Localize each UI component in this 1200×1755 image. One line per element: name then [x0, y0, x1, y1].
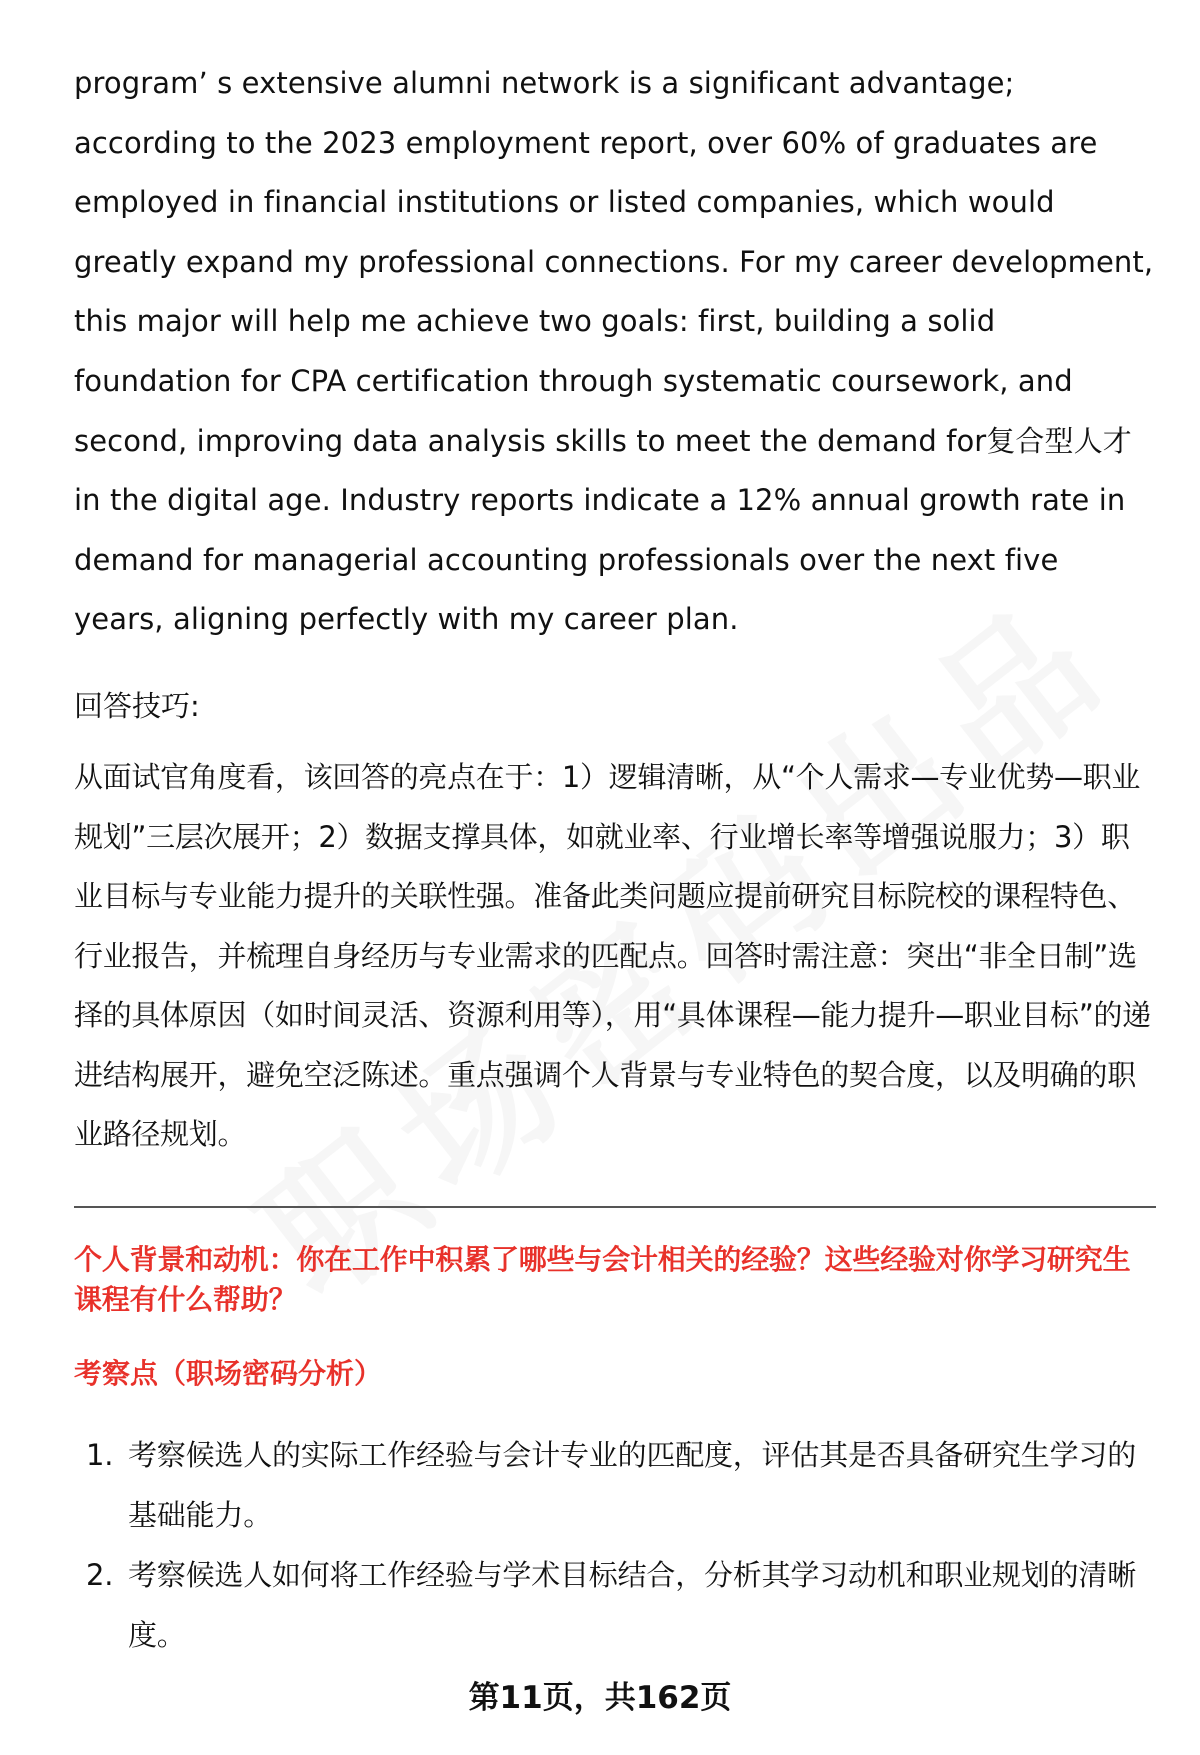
list-item-text: 考察候选人的实际工作经验与会计专业的匹配度，评估其是否具备研究生学习的基础能力。: [128, 1438, 1137, 1532]
list-item-text: 考察候选人如何将工作经验与学术目标结合，分析其学习动机和职业规划的清晰度。: [128, 1558, 1137, 1652]
question-heading: 个人背景和动机：你在工作中积累了哪些与会计相关的经验？这些经验对你学习研究生课程有什么帮助？: [74, 1243, 1131, 1316]
assessment-list: [74, 1425, 1156, 1665]
list-item: [74, 1425, 1156, 1545]
assessment-title: 考察点（职场密码分析）: [74, 1357, 383, 1390]
tips-title: 回答技巧:: [74, 689, 200, 723]
page-number: 第11页，共162页: [468, 1680, 732, 1716]
answer-paragraph: program’ s extensive alumni network is a significant advantage; according to the 2023 employment report, over 60% of graduates are employed in financial institutions or listed companies, which would greatly expand my professional connections. For my career development, this major will help me achieve two goals: first, building a solid foundation for CPA certification through systematic coursework, and second, improving data analysis skills to meet the demand for复合型人才 in the digital age. Industry reports indicate a 12% annual growth rate in demand for managerial accounting professionals over the next five years, aligning perfectly with my career plan.: [74, 66, 1154, 637]
list-item-number: 2.: [86, 1558, 114, 1592]
list-item-number: 1.: [86, 1438, 114, 1472]
list-item: [74, 1545, 1156, 1665]
tips-body: 从面试官角度看，该回答的亮点在于：1）逻辑清晰，从“个人需求—专业优势—职业规划”三层次展开；2）数据支撑具体，如就业率、行业增长率等增强说服力；3）职业目标与专业能力提升的关联性强。准备此类问题应提前研究目标院校的课程特色、行业报告，并梳理自身经历与专业需求的匹配点。回答时需注意：突出“非全日制”选择的具体原因（如时间灵活、资源利用等），用“具体课程—能力提升—职业目标”的递进结构展开，避免空泛陈述。重点强调个人背景与专业特色的契合度，以及明确的职业路径规划。: [74, 760, 1151, 1151]
section-divider: [74, 1206, 1156, 1208]
